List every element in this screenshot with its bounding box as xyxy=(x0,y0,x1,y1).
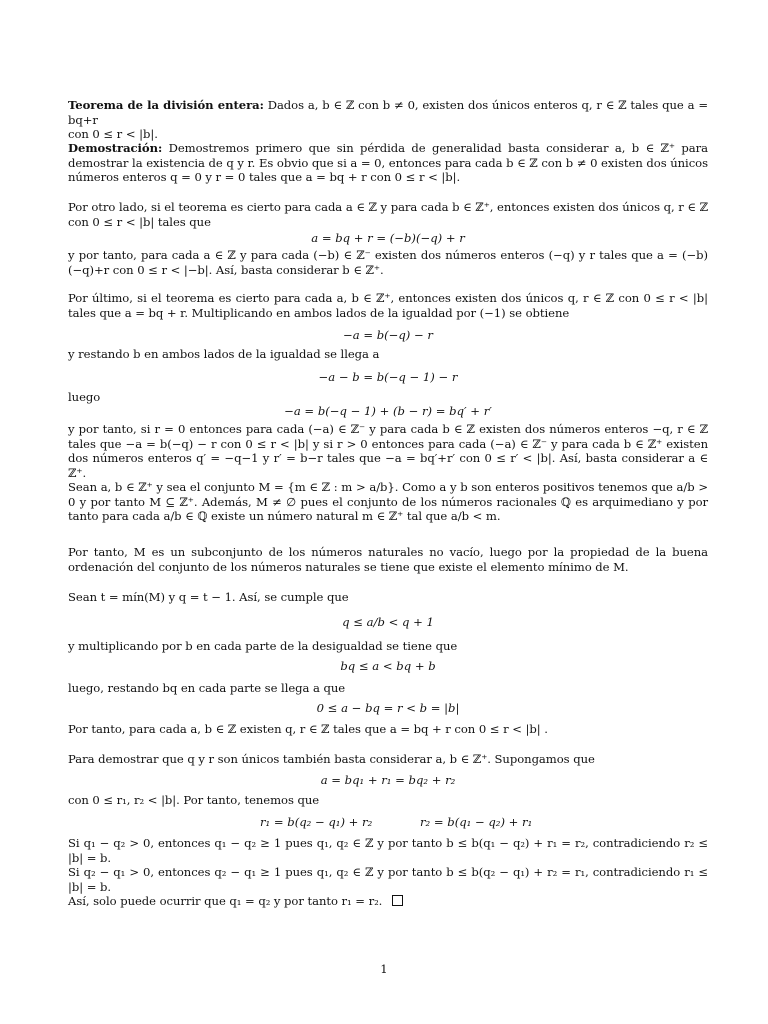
paragraph-case-2: Si q₂ − q₁ > 0, entonces q₂ − q₁ ≥ 1 pues q₁, q₂ ∈ ℤ y por tanto b ≤ b(q₂ − q₁) + r₂ = r₁, contradiciendo r₁ ≤ |b| = b. xyxy=(68,865,708,894)
paragraph-existence-conclusion: Por tanto, para cada a, b ∈ ℤ existen q, r ∈ ℤ tales que a = bq + r con 0 ≤ r < |b| . xyxy=(68,722,548,736)
proof-intro-text: Demostremos primero que sin pérdida de generalidad basta considerar a, b ∈ ℤ⁺ para demostrar la existencia de q y r. Es obvio que si a = 0, entonces para cada b ∈ ℤ con b ≠ 0 existen dos únicos números enteros q = 0 y r = 0 tales que a = bq + r con 0 ≤ r < |b|. xyxy=(68,141,708,184)
paragraph-luego: luego xyxy=(68,390,101,404)
paragraph-subtract-bq: luego, restando bq en cada parte se llega a que xyxy=(68,681,346,695)
paragraph-multiply-b: y multiplicando por b en cada parte de la desigualdad se tiene que xyxy=(68,639,458,653)
equation-8: a = bq₁ + r₁ = bq₂ + r₂ xyxy=(320,773,456,787)
theorem-title: Teorema de la división entera: xyxy=(68,98,264,112)
equation-7: 0 ≤ a − bq = r < b = |b| xyxy=(316,701,460,715)
equation-4: −a = b(−q − 1) + (b − r) = bq′ + r′ xyxy=(284,404,492,418)
paragraph-subtract-b: y restando b en ambos lados de la igualdad se llega a xyxy=(68,347,380,361)
qed-square-icon xyxy=(392,895,403,906)
paragraph-negative-b: Por otro lado, si el teorema es cierto para cada a ∈ ℤ y para cada b ∈ ℤ⁺, entonces existen dos únicos q, r ∈ ℤ con 0 ≤ r < |b| tales que xyxy=(68,200,708,229)
final-text: Así, solo puede ocurrir que q₁ = q₂ y por tanto r₁ = r₂. xyxy=(68,894,383,908)
equation-2: −a = b(−q) − r xyxy=(343,328,433,342)
paragraph-negative-a: Por último, si el teorema es cierto para cada a, b ∈ ℤ⁺, entonces existen dos únicos q, r ∈ ℤ con 0 ≤ r < |b| tales que a = bq + r. Multiplicando en ambos lados de la igualdad por (−1) se obtiene xyxy=(68,291,708,320)
theorem-condition: con 0 ≤ r < |b|. xyxy=(68,127,158,141)
paragraph-negative-a-conclusion: y por tanto, si r = 0 entonces para cada (−a) ∈ ℤ⁻ y para cada b ∈ ℤ existen dos números enteros −q, r ∈ ℤ tales que −a = b(−q) − r con 0 ≤ r < |b| y si r > 0 entonces para cada (−a) ∈ ℤ⁻ y para cada b ∈ ℤ⁺ existen dos números enteros q′ = −q−1 y r′ = b−r tales que −a = bq′+r′ con 0 ≤ r′ < |b|. Así, basta considerar a ∈ ℤ⁺. xyxy=(68,422,708,480)
paragraph-final xyxy=(68,894,708,909)
equation-1: a = bq + r = (−b)(−q) + r xyxy=(311,231,465,245)
equation-9b: r₂ = b(q₁ − q₂) + r₁ xyxy=(420,815,533,829)
theorem-text: Dados a, b ∈ ℤ con b ≠ 0, existen dos únicos enteros q, r ∈ ℤ tales que a = bq+r xyxy=(68,98,708,127)
paragraph-uniqueness: Para demostrar que q y r son únicos también basta considerar a, b ∈ ℤ⁺. Supongamos que xyxy=(68,752,595,766)
theorem-statement xyxy=(68,98,708,142)
equation-5: q ≤ a/b < q + 1 xyxy=(342,615,434,629)
proof-intro xyxy=(68,141,708,185)
paragraph-minimum: Sean t = mín(M) y q = t − 1. Así, se cumple que xyxy=(68,590,349,604)
paragraph-negative-b-conclusion: y por tanto, para cada a ∈ ℤ y para cada (−b) ∈ ℤ⁻ existen dos números enteros (−q) y r tales que a = (−b)(−q)+r con 0 ≤ r < |−b|. Así, basta considerar b ∈ ℤ⁺. xyxy=(68,248,708,277)
equation-6: bq ≤ a < bq + b xyxy=(340,659,436,673)
paragraph-set-m: Sean a, b ∈ ℤ⁺ y sea el conjunto M = {m ∈ ℤ : m > a/b}. Como a y b son enteros positivos tenemos que a/b > 0 y por tanto M ⊆ ℤ⁺. Además, M ≠ ∅ pues el conjunto de los números racionales ℚ es arquimediano y por tanto para cada a/b ∈ ℚ existe un número natural m ∈ ℤ⁺ tal que a/b < m. xyxy=(68,480,708,523)
equation-9a: r₁ = b(q₂ − q₁) + r₂ xyxy=(260,815,373,829)
paragraph-case-1: Si q₁ − q₂ > 0, entonces q₁ − q₂ ≥ 1 pues q₁, q₂ ∈ ℤ y por tanto b ≤ b(q₁ − q₂) + r₁ = r₂, contradiciendo r₂ ≤ |b| = b. xyxy=(68,836,708,865)
paragraph-remainders: con 0 ≤ r₁, r₂ < |b|. Por tanto, tenemos que xyxy=(68,793,320,807)
paragraph-well-ordering: Por tanto, M es un subconjunto de los números naturales no vacío, luego por la propiedad de la buena ordenación del conjunto de los números naturales se tiene que existe el elemento mínimo de M. xyxy=(68,545,708,574)
equation-3: −a − b = b(−q − 1) − r xyxy=(318,370,458,384)
page-number: 1 xyxy=(380,962,388,976)
proof-title: Demostración: xyxy=(68,141,163,155)
